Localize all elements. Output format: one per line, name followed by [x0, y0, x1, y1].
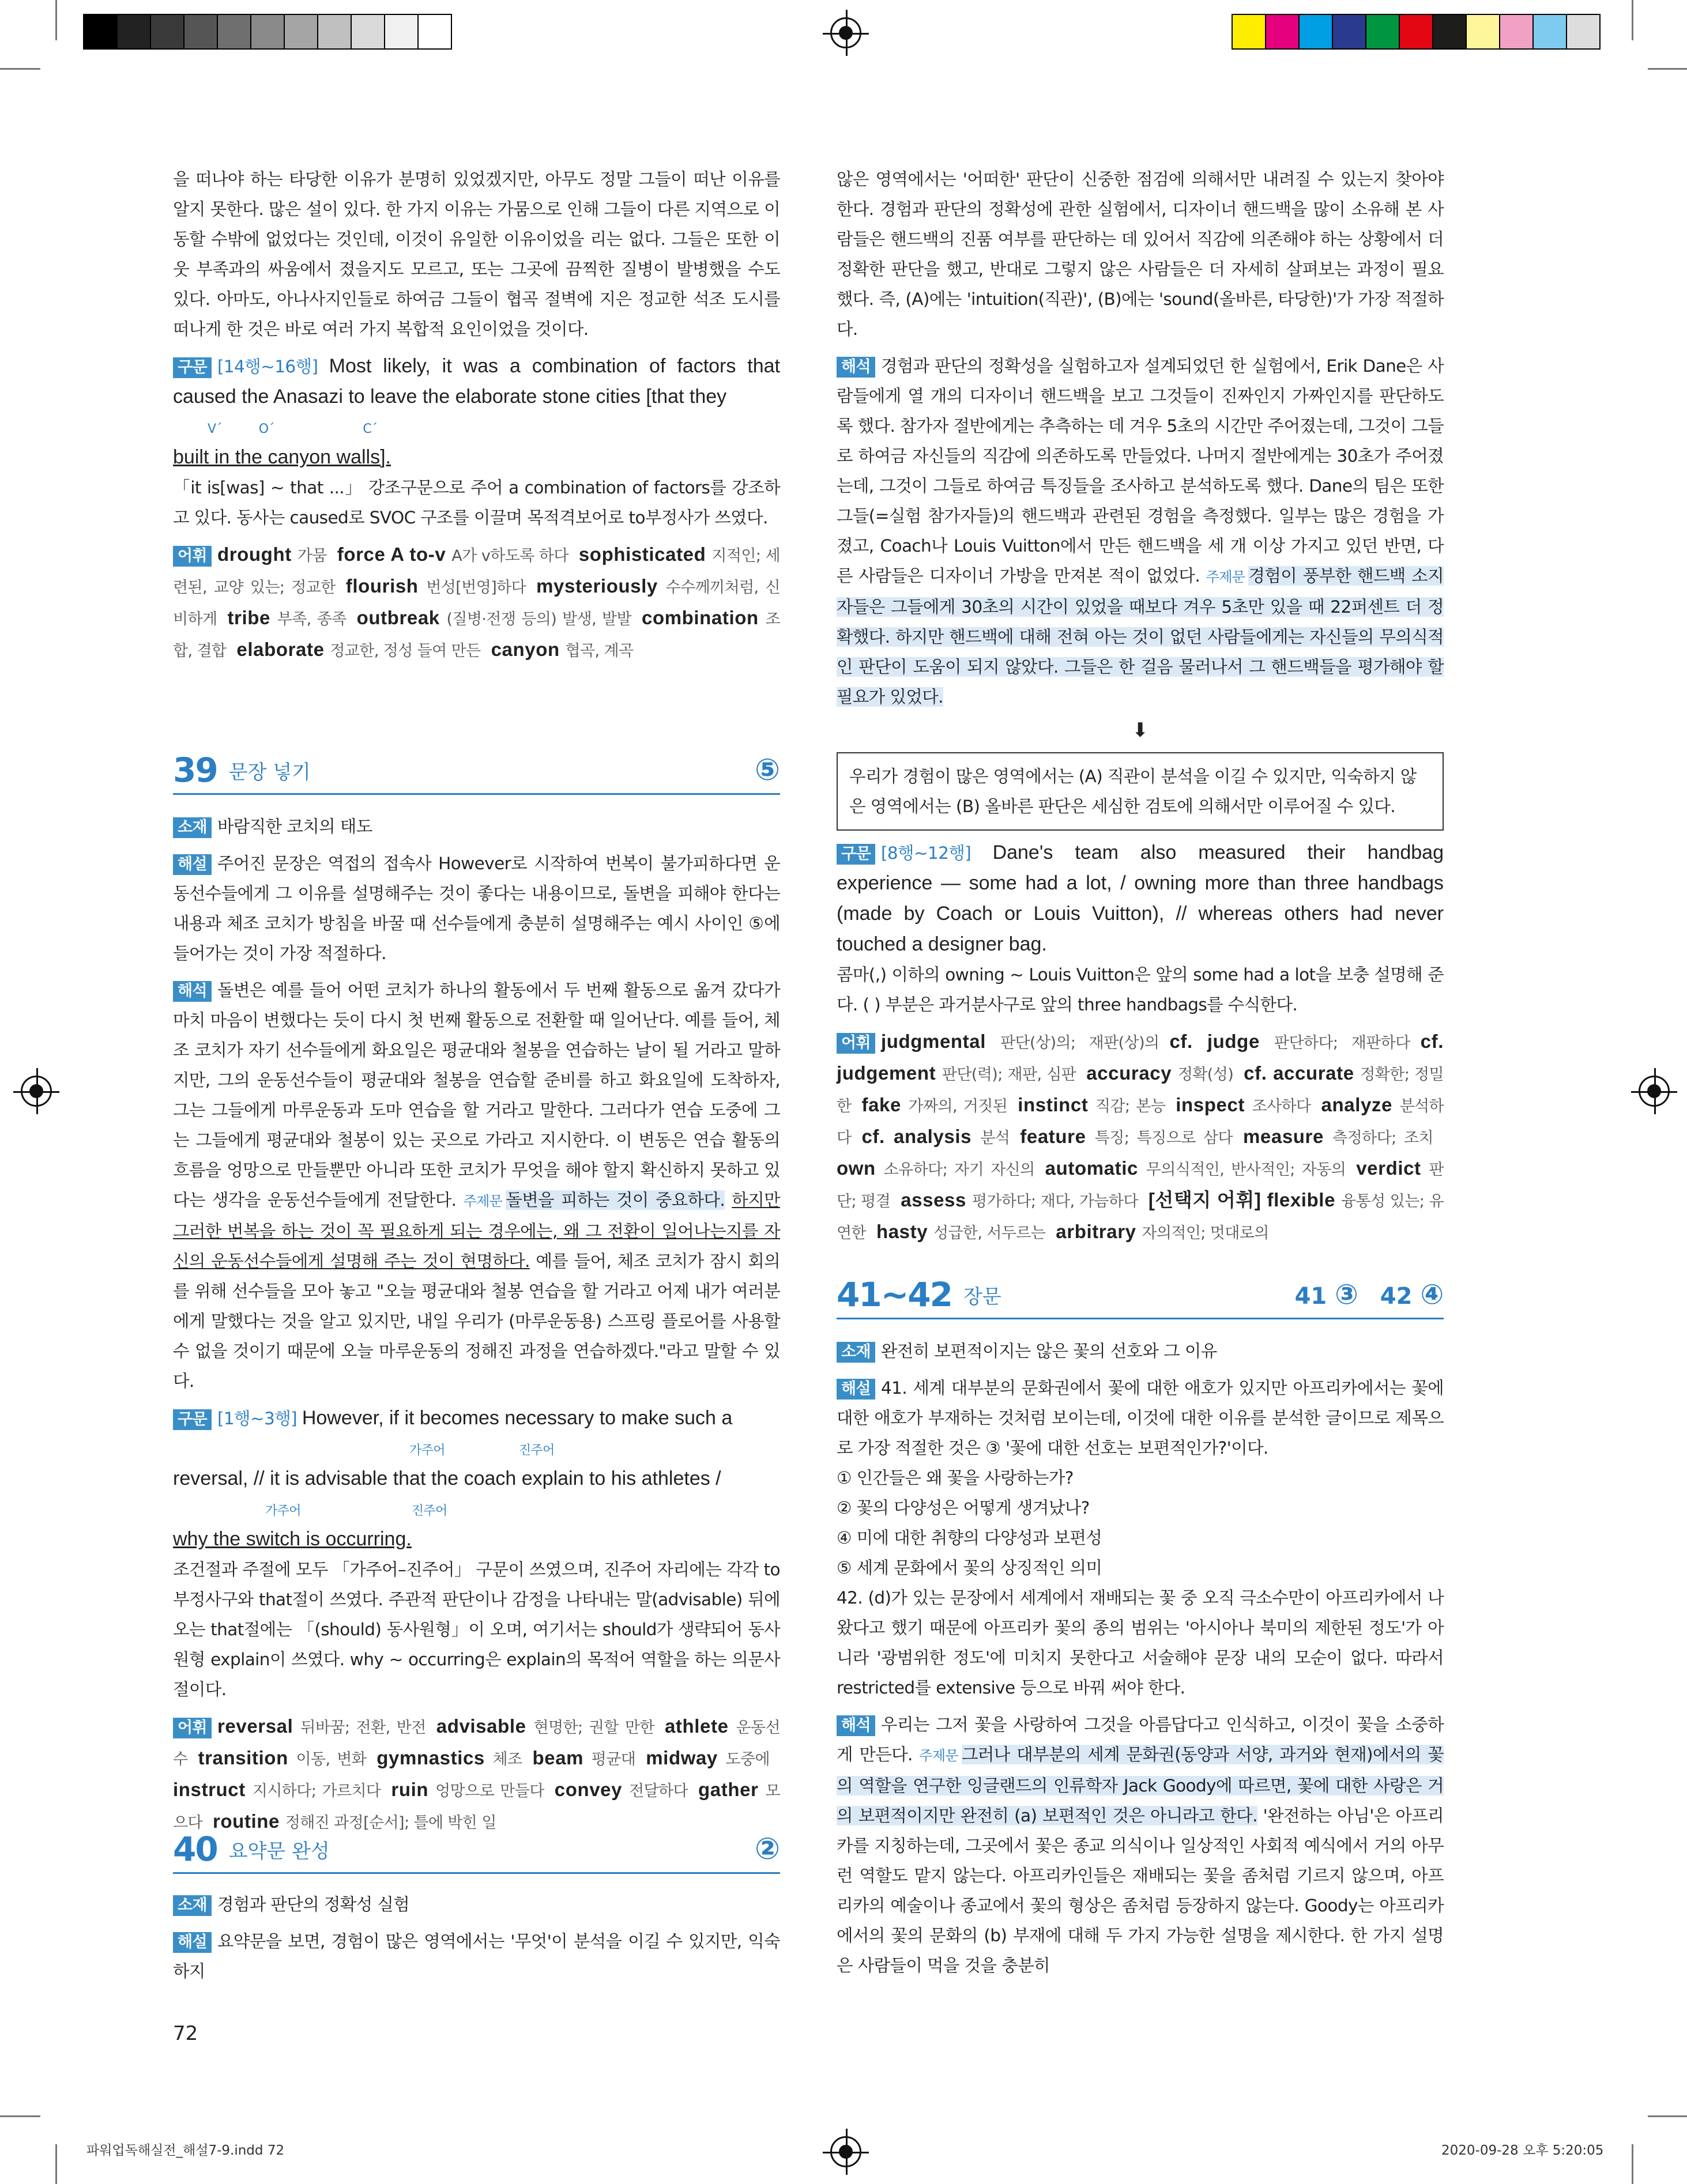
vocab-gloss: 판단; 평결	[837, 1161, 1444, 1210]
color-swatch	[1433, 15, 1467, 48]
section-number: 40	[173, 1830, 217, 1869]
haeseol-41-text: 41. 세계 대부분의 문화권에서 꽃에 대한 애호가 있지만 아프리카에서는 꽃에 대한 애호가 부재하는 것처럼 보이는데, 이것에 대한 이유를 분석한 글이므로 제목으로 가장 적절한 것은 ③ '꽃에 대한 선호는 보편적인가?'이다.	[837, 1378, 1444, 1458]
gumun-39	[173, 1403, 780, 1704]
vocab-gloss: 성급한, 서두르는	[933, 1224, 1046, 1242]
gumun-sub2: 가주어 진주어	[265, 1504, 447, 1518]
vocab-gloss: 정교한, 정성 들여 만든	[330, 642, 481, 660]
sojae-39	[173, 812, 780, 842]
section-40-body	[173, 1889, 780, 1993]
vocab-gloss: 체조	[492, 1751, 522, 1768]
vocab-term: combination	[642, 607, 766, 628]
registration-mark-top	[830, 17, 861, 48]
vocab-gloss: 가짜의, 거짓된	[908, 1097, 1008, 1115]
grayscale-color-bar	[83, 14, 452, 50]
vocab-39	[173, 1711, 780, 1838]
vocab-term: cf. judgement	[837, 1031, 1444, 1084]
vocab-term: measure	[1242, 1126, 1333, 1147]
section-39-header	[173, 747, 780, 795]
color-swatch	[251, 15, 285, 48]
vocab-gloss: 평가하다; 재다, 가늠하다	[972, 1193, 1138, 1210]
vocab-gloss: 협곡, 계곡	[565, 642, 634, 660]
crop-mark	[55, 2144, 57, 2184]
vocab-term: assess	[901, 1189, 972, 1210]
vocab-term: transition	[198, 1747, 296, 1768]
crop-mark	[1632, 0, 1633, 40]
vocab-term: accuracy	[1086, 1062, 1178, 1084]
vocab-term: convey	[554, 1779, 630, 1800]
haeseok-tag: 해석	[173, 981, 212, 1002]
color-swatch	[1366, 15, 1400, 48]
gumun-subscripts: V´ O´ C´	[208, 422, 378, 436]
haeseok-41	[837, 1710, 1444, 1981]
vocab-term: outbreak	[356, 607, 447, 628]
gumun-sentence-line2: built in the canyon walls].	[173, 446, 391, 468]
print-date: 2020-09-28 오후 5:20:05	[1441, 2143, 1604, 2158]
vocab-gloss: 수수께끼처럼, 신비하게	[173, 579, 780, 628]
vocab-gloss: 뒤바꿈; 전환, 반전	[300, 1719, 426, 1737]
file-info: 파워업독해실전_해설7-9.indd 72	[86, 2143, 285, 2158]
summary-text: 우리가 경험이 많은 영역에서는 (A) 직관이 분석을 이길 수 있지만, 익숙하지 않은 영역에서는 (B) 올바른 판단은 세심한 검토에 의해서만 이루어질 수 있다.	[849, 767, 1417, 816]
vocab-term: gather	[698, 1779, 766, 1800]
haeseok-text-a: 돌변은 예를 들어 어떤 코치가 하나의 활동에서 두 번째 활동으로 옮겨 갔다가 마치 마음이 변했다는 듯이 다시 첫 번째 활동으로 전환할 때 일어난다. 예를 들어, 체조 코치가 자기 선수들에게 화요일은 평균대와 철봉을 연습하는 날이 될 거라고 말하지만, 그의 운동선수들이 평균대와 철봉을 연습할 준비를 하고 화요일에 도착하자, 그는 그들에게 마루운동과 도마 연습을 할 거라고 말한다. 그러다가 연습 도중에 그는 그들에게 평균대와 철봉이 있는 곳으로 가라고 지시한다. 이 변동은 연습 활동의 흐름을 엉망으로 만들뿐만 아니라 또한 코치가 무엇을 해야 할지 확신하지 못하고 있다는 생각을 운동선수들에게 전달한다.	[173, 980, 780, 1210]
vocab-gloss: 소유하다; 자기 자신의	[883, 1161, 1035, 1179]
sojae-tag: 소재	[173, 1895, 212, 1916]
vocab-gloss: 운동선수	[173, 1719, 780, 1768]
sojae-text: 완전히 보편적이지는 않은 꽃의 선호와 그 이유	[880, 1341, 1217, 1361]
vocab-term: cf. judge	[1169, 1031, 1274, 1052]
gumun-line2: reversal, // it is advisable that the coach explain to his athletes /	[173, 1468, 721, 1489]
haeseol-tag: 해설	[837, 1379, 875, 1400]
haeseok-text-b: 하지만 그러한 번복을 하는 것이 꼭 필요하게 되는 경우에는, 왜 그 전환이 일어나는지를 자신의 운동선수들에게 설명해 주는 것이 현명하다.	[173, 1190, 780, 1271]
color-swatch	[184, 15, 218, 48]
registration-mark-bottom	[830, 2136, 861, 2167]
color-swatch	[118, 15, 151, 48]
color-swatch	[1400, 15, 1433, 48]
vocab-tag: 어휘	[173, 546, 212, 567]
vocab-term: gymnastics	[376, 1747, 493, 1768]
vocab-term: instinct	[1018, 1094, 1095, 1115]
crop-mark	[1648, 68, 1687, 70]
answer-value: ⑤	[754, 753, 780, 787]
vocab-term: fake	[861, 1094, 909, 1115]
sojae-40	[173, 1889, 780, 1919]
vocab-term: instruct	[173, 1779, 253, 1800]
gumun-tag: 구문	[837, 844, 875, 865]
vocab-term: force A to-v	[337, 544, 452, 565]
answer-value: ②	[754, 1832, 780, 1866]
gumun-tag: 구문	[173, 1409, 212, 1430]
gumun-sentence-line1: Most likely, it was a combination of factors that caused the Anasazi to leave the elaborate stone cities [that they	[173, 355, 781, 408]
answer-badge	[755, 1832, 780, 1866]
vocab-gloss: 자의적인; 멋대로의	[1142, 1224, 1269, 1242]
theme-sentence-tag: 주제문	[1206, 569, 1245, 585]
vocab-gloss: 직감; 본능	[1095, 1097, 1166, 1115]
vocab-term: analyze	[1321, 1094, 1400, 1115]
theme-sentence: 그러나 대부분의 세계 문화권(동양과 서양, 과거와 현재)에서의 꽃의 역할을 연구한 잉글랜드의 인류학자 Jack Goody에 따르면, 꽃에 대한 사랑은 거의 보편적이지만 완전히 (a) 보편적인 것은 아니라고 한다.	[837, 1745, 1444, 1825]
gumun-sub1: 가주어 진주어	[409, 1443, 555, 1458]
vocab-term: flourish	[345, 575, 427, 597]
sojae-text: 바람직한 코치의 태도	[217, 817, 372, 836]
option-item: ② 꽃의 다양성은 어떻게 생겨났나?	[837, 1498, 1090, 1518]
section-number: 41~42	[837, 1275, 952, 1314]
down-arrow-icon: ⬇	[1132, 719, 1148, 742]
color-swatch	[1300, 15, 1333, 48]
vocab-list	[173, 545, 780, 660]
crop-mark	[1632, 2144, 1633, 2184]
color-swatch	[1266, 15, 1300, 48]
section-40-header	[173, 1826, 780, 1874]
vocab-list	[173, 1717, 780, 1832]
haeseol-41	[837, 1373, 1444, 1463]
option-item: ④ 미에 대한 취향의 다양성과 보편성	[837, 1528, 1102, 1548]
answer-badge	[755, 753, 780, 787]
option-item: ① 인간들은 왜 꽃을 사랑하는가?	[837, 1468, 1074, 1488]
vocab-tag: 어휘	[173, 1718, 212, 1738]
gumun-ref: [8행~12행]	[880, 843, 971, 863]
gumun-ref: [14행~16행]	[217, 357, 318, 376]
haeseol-40-continued: 않은 영역에서는 '어떠한' 판단이 신중한 점검에 의해서만 내려질 수 있는지 찾아야 한다. 경험과 판단의 정확성에 관한 실험에서, 디자이너 핸드백을 많이 소유해 본 사람들은 핸드백의 진품 여부를 판단하는 데 있어서 직감에 의존해야 하는 상황에서 더 정확한 판단을 했고, 반대로 그렇지 않은 사람들은 더 자세히 살펴보는 과정이 필요했다. 즉, (A)에는 'intuition(직관)', (B)에는 'sound(올바른, 타당한)'가 가장 적절하다.	[837, 169, 1444, 339]
vocab-gloss: 현명한; 권할 만한	[533, 1719, 654, 1737]
gumun-line1: However, if it becomes necessary to make such a	[302, 1407, 733, 1429]
crop-mark	[0, 68, 40, 70]
vocab-term: arbitrary	[1056, 1221, 1142, 1242]
gumun-tag: 구문	[173, 357, 212, 378]
theme-sentence-tag: 주제문	[463, 1193, 503, 1209]
vocab-term: routine	[212, 1810, 285, 1832]
right-column	[837, 164, 1444, 1255]
vocab-term: ruin	[391, 1779, 436, 1800]
sojae-41	[837, 1336, 1444, 1366]
vocab-gloss: 이동, 변화	[296, 1751, 367, 1768]
vocab-gloss: 번성[번영]하다	[426, 579, 526, 597]
crop-mark	[1648, 2115, 1687, 2117]
vocab-term: automatic	[1045, 1157, 1146, 1179]
vocab-gloss: 분석	[980, 1129, 1010, 1147]
vocab-term: cf. analysis	[861, 1126, 981, 1147]
crop-mark	[0, 2115, 40, 2117]
color-swatch	[1500, 15, 1534, 48]
vocab-tag: 어휘	[837, 1033, 875, 1054]
color-swatch	[1467, 15, 1500, 48]
gumun-ref: [1행~3행]	[217, 1409, 298, 1428]
vocab-gloss: 분석하다	[837, 1097, 1444, 1147]
vocab-gloss: 판단하다; 재판하다	[1274, 1034, 1410, 1052]
section-title: 문장 넣기	[228, 760, 311, 784]
vocab-term: own	[837, 1157, 884, 1179]
vocab-list	[837, 1032, 1444, 1242]
section-41-42-header	[837, 1272, 1444, 1319]
haeseok-39	[173, 975, 780, 1396]
vocab-gloss: 도중에	[725, 1751, 770, 1768]
theme-sentence-tag: 주제문	[919, 1748, 959, 1764]
summary-box	[837, 752, 1444, 831]
vocab-term: sophisticated	[578, 544, 712, 565]
haeseol-39	[173, 848, 780, 968]
vocab-term: inspect	[1176, 1094, 1252, 1115]
section-title: 장문	[963, 1285, 1001, 1308]
vocab-gloss: 지적인; 세련된, 교양 있는; 정교한	[173, 547, 781, 597]
option-item: ⑤ 세계 문화에서 꽃의 상징적인 의미	[837, 1558, 1102, 1578]
sojae-text: 경험과 판단의 정확성 실험	[217, 1895, 410, 1914]
haeseok-text-a: 경험과 판단의 정확성을 실험하고자 설계되었던 한 실험에서, Erik Dane은 사람들에게 열 개의 디자이너 핸드백을 보고 그것들이 진짜인지 가짜인지를 판단하도록 했다. 참가자 절반에게는 추측하는 데 겨우 5초의 시간만 주어졌는데, 그것이 그들로 하여금 자신들의 직감에 의존하도록 만들었다. 나머지 절반에게는 30초가 주어졌는데, 그것이 그들로 하여금 특징들을 조사하고 분석하도록 했다. Dane의 팀은 또한 그들(=실험 참가자들)의 핸드백과 관련된 경험을 측정했다. 일부는 많은 경험을 가졌고, Coach나 Louis Vuitton에서 만든 핸드백을 세 개 이상 가지고 있던 반면, 다른 사람들은 디자이너 가방을 만져본 적이 없었다.	[837, 356, 1444, 586]
color-swatch	[151, 15, 184, 48]
vocab-gloss: 엉망으로 만들다	[435, 1782, 544, 1800]
sojae-tag: 소재	[837, 1342, 875, 1363]
crop-mark	[55, 0, 57, 40]
gumun-explanation: 「it is[was] ~ that ...」 강조구문으로 주어 a combination of factors를 강조하고 있다. 동사는 caused로 SVOC 구조를 이끌며 목적격보어로 to부정사가 쓰였다.	[173, 478, 780, 527]
vocab-term: canyon	[491, 639, 566, 660]
vocab-gloss: 무의식적인, 반사적인; 자동의	[1146, 1161, 1346, 1179]
vocab-gloss: 조사하다	[1252, 1097, 1311, 1115]
sojae-tag: 소재	[173, 817, 212, 838]
vocab-gloss: 조합, 결합	[173, 610, 780, 660]
left-column	[173, 164, 780, 673]
vocab-term: feature	[1020, 1126, 1095, 1147]
haeseol-tag: 해설	[173, 854, 212, 875]
vocab-gloss: 모으다	[173, 1782, 780, 1832]
section-41-42-body	[837, 1336, 1444, 1987]
gumun-explanation: 콤마(,) 이하의 owning ~ Louis Vuitton은 앞의 some had a lot을 보충 설명해 준다. ( ) 부분은 과거분사구로 앞의 three handbags를 수식한다.	[837, 965, 1444, 1014]
theme-sentence: 경험이 풍부한 핸드백 소지자들은 그들에게 30초의 시간이 있었을 때보다 겨우 5초만 있을 때 22퍼센트 더 정확했다. 하지만 핸드백에 대해 전혀 아는 것이 없던 사람들에게는 자신들의 무의식적인 판단이 도움이 되지 않았다. 그들은 한 걸음 물러나서 그 핸드백들을 평가해야 할 필요가 있었다.	[837, 566, 1444, 707]
vocab-gloss: 정해진 과정[순서]; 틀에 박힌 일	[285, 1814, 496, 1832]
vocab-gloss: 평균대	[591, 1751, 636, 1768]
color-swatch	[1333, 15, 1366, 48]
vocab-term: elaborate	[236, 639, 330, 660]
color-swatch	[1567, 15, 1599, 48]
gumun-40	[837, 838, 1444, 1020]
vocab-gloss: 전달하다	[629, 1782, 688, 1800]
vocab-term: midway	[646, 1747, 726, 1768]
haeseok-tag: 해석	[837, 1715, 875, 1736]
answer-badges	[1295, 1278, 1444, 1311]
vocab-gloss: 판단(력); 재판, 심판	[942, 1066, 1076, 1084]
vocab-block-38	[173, 540, 780, 666]
haeseok-text-b: '완전하는 아님'은 아프리카를 지칭하는데, 그곳에서 꽃은 종교 의식이나 일상적인 사회적 예식에서 거의 아무런 역할도 맡지 않는다. 아프리카인들은 재배되는 꽃을 좀처럼 기르지 않으며, 아프리카의 예술이나 종교에서 꽃의 형상은 좀처럼 등장하지 않는다. Goody는 아프리카에서의 꽃의 문화의 (b) 부재에 대해 두 가지 가능한 설명을 제시한다. 한 가지 설명은 사람들이 먹을 것을 충분히	[837, 1806, 1444, 1975]
gumun-line3: why the switch is occurring.	[173, 1528, 412, 1550]
vocab-term: tribe	[227, 607, 277, 628]
haeseol-text: 주어진 문장은 역접의 접속사 However로 시작하여 번복이 불가피하다면 운동선수들에게 그 이유를 설명해주는 것이 좋다는 내용이므로, 돌변을 피해야 한다는 내용과 체조 코치가 방침을 바꿀 때 선수들에게 충분히 설명해주는 예시 사이인 ⑤에 들어가는 것이 가장 적절하다.	[173, 854, 780, 963]
haeseol-42: 42. (d)가 있는 문장에서 세계에서 재배되는 꽃 중 오직 극소수만이 아프리카에서 나왔다고 했기 때문에 아프리카 꽃의 종의 범위는 '아시아나 북미의 제한된 정도'가 아니라 '광범위한 정도'에 미치지 못한다고 서술해야 문장 내의 모순이 없다. 따라서 restricted를 extensive 등으로 바꿔 써야 한다.	[837, 1588, 1444, 1698]
color-swatch	[352, 15, 385, 48]
answer-42-value: ④	[1420, 1278, 1444, 1311]
haeseok-text-c: 예를 들어, 체조 코치가 잠시 회의를 위해 선수들을 모아 놓고 "오늘 평균대와 철봉 연습을 할 거라고 어제 내가 여러분에게 말했다는 것을 알고 있지만, 내일 우리가 (마루운동용) 스프링 플로어를 사용할 수 없을 것이기 때문에 오늘 마루운동의 정해진 과정을 연습하겠다."라고 말할 수 있다.	[173, 1251, 781, 1391]
intro-paragraph: 을 떠나야 하는 타당한 이유가 분명히 있었겠지만, 아무도 정말 그들이 떠난 이유를 알지 못한다. 많은 설이 있다. 한 가지 이유는 가뭄으로 인해 그들이 다른 지역으로 이동할 수밖에 없었다는 것인데, 이것이 유일한 이유이었을 리는 없다. 그들은 또한 이웃 부족과의 싸움에서 졌을지도 모르고, 또는 그곳에 끔찍한 질병이 발병했을 수도 있다. 아마도, 아나사지인들로 하여금 그들이 협곡 절벽에 지은 정교한 석조 도시를 떠나게 한 것은 바로 여러 가지 복합적 요인이었을 것이다.	[173, 169, 780, 339]
vocab-gloss: 지시하다; 가르치다	[252, 1782, 381, 1800]
color-swatch	[1233, 15, 1266, 48]
color-swatch	[285, 15, 318, 48]
page-number: 72	[173, 2022, 198, 2045]
haeseok-tag: 해석	[837, 357, 875, 378]
vocab-gloss: 융통성 있는; 유연한	[837, 1193, 1444, 1242]
option-list	[837, 1463, 1444, 1583]
vocab-term: advisable	[436, 1715, 534, 1737]
vocab-gloss: 정확한; 정밀한	[837, 1066, 1444, 1115]
color-swatch	[385, 15, 419, 48]
vocab-term: cf. accurate	[1244, 1062, 1361, 1084]
haeseol-tag: 해설	[173, 1932, 212, 1953]
vocab-gloss: A가 v하도록 하다	[451, 547, 568, 565]
vocab-gloss: 정확(성)	[1177, 1066, 1234, 1084]
haeseol-40	[173, 1926, 780, 1986]
color-swatch	[419, 15, 451, 48]
answer-41-value: ③	[1335, 1278, 1358, 1311]
vocab-term: drought	[217, 544, 298, 565]
color-swatch	[84, 15, 118, 48]
gumun-explanation: 조건절과 주절에 모두 「가주어–진주어」 구문이 쓰였으며, 진주어 자리에는 각각 to부정사구와 that절이 쓰였다. 주관적 판단이나 감정을 나타내는 말(advisable) 뒤에 오는 that절에는 「(should) 동사원형」이 오며, 여기서는 should가 생략되어 동사원형 explain이 쓰였다. why ~ occurring은 explain의 목적어 역할을 하는 의문사절이다.	[173, 1560, 780, 1699]
section-39-body	[173, 812, 780, 1845]
vocab-term: mysteriously	[536, 575, 666, 597]
haeseok-text-a: 우리는 그저 꽃을 사랑하여 그것을 아름답다고 인식하고, 이것이 꽃을 소중하게 만든다.	[837, 1715, 1444, 1764]
vocab-term: judgmental	[880, 1031, 1001, 1052]
haeseol-text: 요약문을 보면, 경험이 많은 영역에서는 '무엇'이 분석을 이길 수 있지만, 익숙하지	[173, 1932, 780, 1981]
vocab-term: beam	[532, 1747, 592, 1768]
vocab-term: athlete	[664, 1715, 736, 1737]
color-swatch	[318, 15, 352, 48]
vocab-gloss: 부족, 종족	[277, 610, 347, 628]
section-number: 39	[173, 750, 217, 790]
vocab-gloss: 가뭄	[297, 547, 327, 565]
theme-sentence: 돌변을 피하는 것이 중요하다.	[506, 1190, 725, 1210]
haeseok-40	[837, 351, 1444, 712]
vocab-term: [선택지 어휘] flexible	[1148, 1189, 1342, 1210]
gumun-block-38	[173, 351, 780, 533]
vocab-term: hasty	[876, 1221, 933, 1242]
vocab-40	[837, 1027, 1444, 1248]
answer-41-label: 41	[1294, 1283, 1327, 1310]
vocab-term: verdict	[1356, 1157, 1429, 1179]
vocab-gloss: 판단(상)의; 재판(상)의	[1000, 1034, 1159, 1052]
vocab-term: reversal	[217, 1715, 301, 1737]
vocab-gloss: 측정하다; 조치	[1332, 1129, 1433, 1147]
registration-mark-right	[1639, 1076, 1670, 1107]
color-swatch	[1534, 15, 1567, 48]
color-swatch	[218, 15, 251, 48]
process-color-bar	[1232, 14, 1601, 50]
registration-mark-left	[21, 1076, 52, 1107]
section-title: 요약문 완성	[228, 1839, 330, 1863]
vocab-gloss: (질병·전쟁 등의) 발생, 발발	[446, 610, 631, 628]
vocab-gloss: 특징; 특징으로 삼다	[1094, 1129, 1233, 1147]
gumun-sentence: Dane's team also measured their handbag experience — some had a lot, / owning more than three handbags (made by Coach or Louis Vuitton), // whereas others had never touched a designer bag.	[837, 842, 1444, 955]
answer-42-label: 42	[1380, 1283, 1413, 1310]
